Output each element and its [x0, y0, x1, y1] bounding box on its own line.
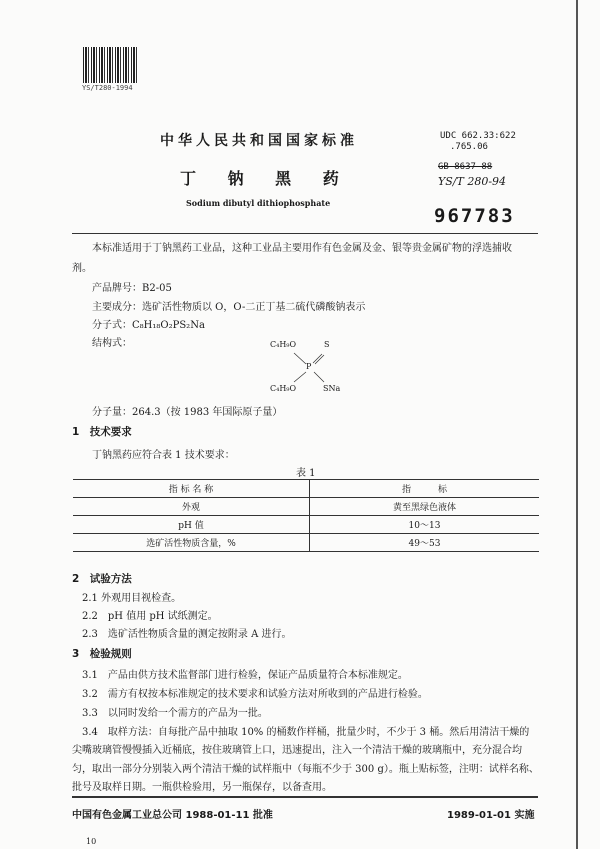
spec-table	[73, 479, 539, 552]
scan-edge	[576, 0, 578, 849]
barcode-label: YS/T280-1994	[82, 84, 133, 92]
group-label: C₄H₉O	[270, 340, 297, 349]
intro-paragraph-cont: 剂。	[72, 263, 92, 274]
table-cell: 49～53	[310, 534, 540, 552]
clause-cont: 匀，取出一部分分别装入两个清洁干燥的试样瓶中（每瓶不少于 300 g）。瓶上贴标签，注明：试样名称、	[72, 764, 539, 775]
table-cell: 10～13	[310, 516, 540, 534]
page-title: 丁 钠 黑 药	[180, 169, 339, 188]
clause-cont: 批号及取样日期。一瓶供检验用，另一瓶保存，以备查用。	[72, 782, 332, 793]
table-cell: 外观	[73, 498, 310, 516]
clause: 3.3 以同时发给一个需方的产品为一批。	[82, 708, 268, 719]
clause-cont: 尖嘴玻璃管慢慢插入近桶底，按住玻璃管上口，迅速提出，注入一个清洁干燥的玻璃瓶中，充分混合均	[72, 745, 522, 756]
main-component: 主要成分：选矿活性物质以 O，O-二正丁基二硫代磷酸钠表示	[92, 302, 366, 313]
barcode	[83, 47, 138, 83]
clause: 2.1 外观用目视检查。	[82, 593, 182, 604]
table-cell: 黄至黑绿色液体	[310, 498, 540, 516]
effective-date: 1989-01-01 实施	[447, 810, 535, 821]
clause: 3.1 产品由供方技术监督部门进行检验，保证产品质量符合本标准规定。	[82, 670, 408, 681]
group-label: C₄H₉O	[270, 384, 297, 393]
structural-formula	[270, 340, 350, 396]
table-row	[73, 516, 539, 534]
table-row	[73, 534, 539, 552]
new-standard-code: YS/T 280-94	[438, 175, 507, 188]
product-brand: 产品牌号：B2-05	[92, 283, 172, 294]
section-heading: 1 技术要求	[72, 426, 132, 438]
old-standard-code: GB 8637—88	[438, 162, 493, 172]
page-number: 10	[86, 837, 97, 846]
group-label: P	[306, 362, 312, 371]
section-heading: 2 试验方法	[72, 573, 132, 585]
english-title: Sodium dibutyl dithiophosphate	[186, 198, 331, 208]
group-label: SNa	[323, 384, 341, 393]
table-cell: pH 值	[73, 516, 310, 534]
table-cell: 选矿活性物质含量，%	[73, 534, 310, 552]
udc-code	[440, 131, 516, 153]
group-label: S	[324, 340, 330, 349]
molecular-weight: 分子量：264.3（按 1983 年国际原子量）	[92, 407, 283, 418]
structure-label: 结构式：	[92, 338, 132, 349]
clause: 2.3 选矿活性物质含量的测定按附录 A 进行。	[82, 629, 292, 640]
table-caption: 表 1	[296, 468, 316, 479]
table-header: 指 标	[310, 480, 540, 498]
approval-date: 中国有色金属工业总公司 1988-01-11 批准	[72, 810, 273, 821]
clause: 3.4 取样方法：自每批产品中抽取 10% 的桶数作样桶，批量少时，不少于 3 桶。然后用清洁干燥的	[82, 727, 530, 738]
standard-type: 中华人民共和国国家标准	[160, 133, 358, 149]
molecular-formula: 分子式：C₈H₁₈O₂PS₂Na	[92, 320, 205, 331]
section-text: 丁钠黑药应符合表 1 技术要求：	[92, 450, 235, 461]
table-header-row	[73, 480, 539, 498]
clause: 2.2 pH 值用 pH 试纸测定。	[82, 611, 218, 622]
udc-line: .765.06	[450, 142, 488, 152]
divider	[72, 233, 538, 234]
section-heading: 3 检验规则	[72, 648, 132, 660]
table-header: 指 标 名 称	[73, 480, 310, 498]
clause: 3.2 需方有权按本标准规定的技术要求和试验方法对所收到的产品进行检验。	[82, 689, 428, 700]
table-row	[73, 498, 539, 516]
intro-paragraph: 本标准适用于丁钠黑药工业品，这种工业品主要用作有色金属及金、银等贵金属矿物的浮选捕收	[92, 243, 512, 254]
divider	[72, 796, 538, 798]
document-number: 967783	[434, 205, 515, 227]
udc-line: UDC 662.33:622	[440, 131, 516, 141]
